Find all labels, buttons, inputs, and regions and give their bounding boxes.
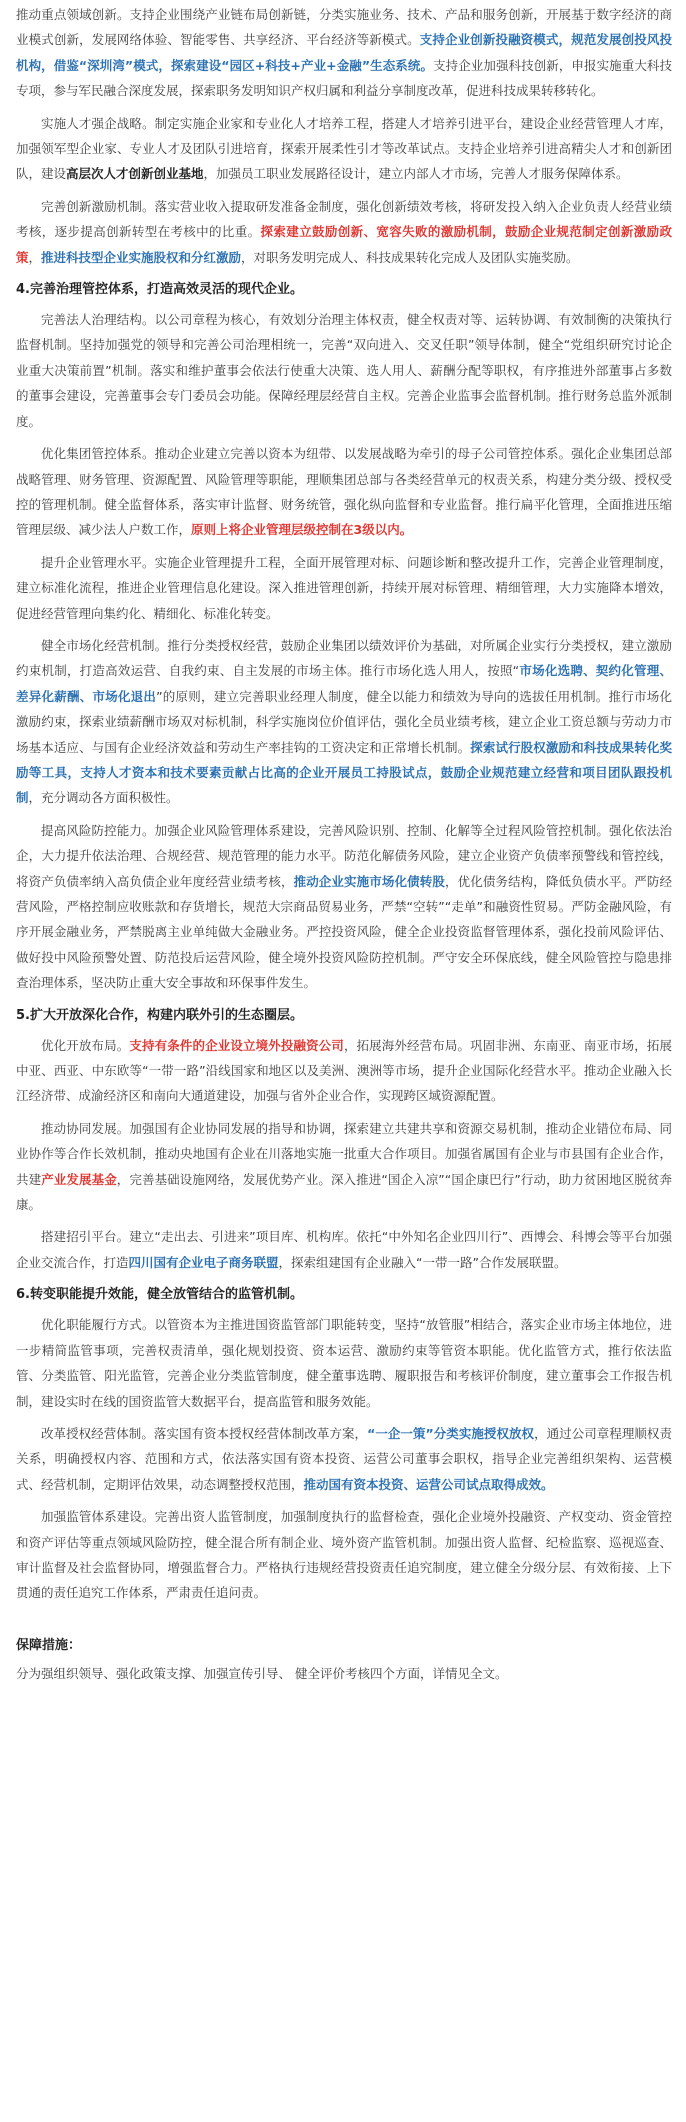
paragraph-block: [16, 307, 672, 434]
section-heading: 4.完善治理管控体系，打造高效灵活的现代企业。: [16, 282, 303, 298]
highlight-blue: “一企一策”分类实施授权放权: [367, 1425, 535, 1441]
text-run: 优化职能履行方式。以管资本为主推进国资监管部门职能转变，坚持“放管服”相结合，落实企业市场主体地位，进一步精简监管事项，完善权责清单，强化规划投资、资本运营、激励约束等管资本职能。优化监管方式，推行依法监管、分类监管、阳光监管，完善企业分类监管制度，健全董事选聘、履职报告和考核评价制度，建立董事会工作报告机制，建设实时在线的国资监管大数据平台，提高监管和服务效能。: [16, 1317, 672, 1409]
paragraph-block: [16, 1033, 672, 1109]
paragraph: [16, 307, 672, 434]
text-run: ”的原则，建立完善职业经理人制度，健全以能力和绩效为导向的选拔任用机制。推行市场化激励约束，探索业绩薪酬市场双对标机制，科学实施岗位价值评估，强化全员业绩考核，建立企业工资总额与劳动力市场基本适应、与国有企业经济效益和劳动生产率挂钩的工资决定和正常增长机制。: [16, 688, 672, 755]
section-spacer: [16, 1613, 672, 1627]
highlight-blue: 推动国有资本投资、运营公司试点取得成效。: [303, 1476, 554, 1492]
section-heading: 6.转变职能提升效能，健全放管结合的监管机制。: [16, 1287, 303, 1303]
highlight-red: 产业发展基金: [41, 1171, 117, 1187]
text-run: 完善法人治理结构。以公司章程为核心，有效划分治理主体权责，健全权责对等、运转协调、有效制衡的决策执行监督机制。坚持加强党的领导和完善公司治理相统一，完善“双向进入、交叉任职”领导体制，健全“党组织研究讨论企业重大决策前置”机制。落实和维护董事会依法行使重大决策、选人用人、薪酬分配等职权，有序推进外部董事占多数的董事会建设，完善董事会专门委员会功能。保障经理层经营自主权。完善企业监事会监督机制。推行财务总监外派制度。: [16, 312, 672, 429]
highlight-blue: 推动企业实施市场化债转股: [293, 873, 445, 889]
paragraph-block: [16, 633, 672, 811]
highlight-red: 支持有条件的企业设立境外投融资公司: [129, 1037, 344, 1053]
paragraph-block: [16, 1312, 672, 1414]
text-run: 优化集团管控体系。推动企业建立完善以资本为纽带、以发展战略为牵引的母子公司管控体系。强化企业集团总部战略管理、财务管理、资源配置、风险管理等职能，理顺集团总部与各类经营单元的权责关系，构建分类分级、授权受控的管理机制。健全监督体系，落实审计监督、财务统管，强化纵向监督和专业监督。推行扁平化管理，全面推进压缩管理层级、减少法人户数工作，: [16, 446, 672, 538]
text-run: ，优化债务结构，降低负债水平。严防经营风险，严格控制应收账款和存货增长，规范大宗商品贸易业务，严禁“空转”“走单”和融资性贸易。严防金融风险，有序开展金融业务，严禁脱离主业单纯做大金融业务。严控投资风险，健全企业投资监督管理体系，强化投前风险评估、做好投中风险预警处置、防范投后运营风险，健全境外投资风险防控机制。严守安全环保底线，健全风险管控与隐患排查治理体系，坚决防止重大安全事故和环保事件发生。: [16, 873, 672, 991]
text-run: 支持企业加强科技创新，申报实施重大科技专项，参与军民融合深度发展，探索职务发明知识产权归属和利益分享制度改革，促进科技成果转移转化。: [16, 57, 672, 99]
paragraph: [16, 1224, 672, 1275]
highlight-red: 探索建立鼓励创新、宽容失败的激励机制，鼓励企业规范制定创新激励政策: [16, 224, 672, 265]
text-run: 推动协同发展。加强国有企业协同发展的指导和协调，探索建立共建共享和资源交易机制，推动企业错位布局、同业协作等合作长效机制，推动央地国有企业在川落地实施一批重大合作项目。加强省属国有企业与市县国有企业合作，共建: [16, 1120, 672, 1187]
paragraph-block: [16, 111, 672, 187]
text-run: 提升企业管理水平。实施企业管理提升工程，全面开展管理对标、问题诊断和整改提升工作，完善企业管理制度，建立标准化流程，推进企业管理信息化建设。深入推进管理创新，持续开展对标管理、精细管理，大力实施降本增效，促进经营管理向集约化、精细化、标准化转变。: [16, 554, 672, 621]
text-run: ，加强员工职业发展路径设计，建立内部人才市场，完善人才服务保障体系。: [203, 166, 629, 182]
text-run: 健全市场化经营机制。推行分类授权经营，鼓励企业集团以绩效评价为基础，对所属企业实行分类授权，建立激励约束机制，打造高效运营、自我约束、自主发展的市场主体。推行市场化选人用人，按照“: [16, 637, 672, 679]
paragraph: [16, 194, 672, 270]
text-run: ，完善基础设施网络，发展优势产业。深入推进“国企入凉”“国企康巴行”行动，助力贫困地区脱贫奔康。: [16, 1171, 672, 1213]
text-run: 加强监管体系建设。完善出资人监管制度，加强制度执行的监督检查，强化企业境外投融资、产权变动、资金管控和资产评估等重点领域风险防控，健全混合所有制企业、境外资产监管机制。加强出资人监督、纪检监察、巡视巡查、审计监督及社会监督协同，增强监督合力。严格执行违规经营投资责任追究制度，建立健全分级分层、有效衔接、上下贯通的责任追究工作体系，严肃责任追问责。: [16, 1509, 672, 1601]
paragraph: [16, 633, 672, 811]
text-run: 优化开放布局。: [41, 1037, 130, 1053]
highlight-blue: 支持企业创新投融资模式，规范发展创投风投机构，借鉴“深圳湾”模式，探索建设“园区+科技+产业+金融”生态系统。: [16, 32, 672, 73]
section-heading: 5.扩大开放深化合作，构建内联外引的生态圈层。: [16, 1007, 303, 1023]
paragraph: [16, 1116, 672, 1218]
highlight-blue: 探索试行股权激励和科技成果转化奖励等工具，支持人才资本和技术要素贡献占比高的企业开展员工持股试点，鼓励企业规范建立经营和项目团队跟投机制: [16, 739, 672, 806]
paragraph: [16, 2, 672, 104]
paragraph-block: [16, 194, 672, 270]
text-run: 实施人才强企战略。制定实施企业家和专业化人才培养工程，搭建人才培养引进平台，建设企业经营管理人才库，加强领军型企业家、专业人才及团队引进培育，探索开展柔性引才等改革试点。支持企业培养引进高精尖人才和创新团队，建设: [16, 115, 672, 182]
text-run: 搭建招引平台。建立“走出去、引进来”项目库、机构库。依托“中外知名企业四川行”、西博会、科博会等平台加强企业交流合作，打造: [16, 1229, 672, 1270]
paragraph: [16, 550, 672, 626]
highlight-bold: 高层次人才创新创业基地: [66, 166, 204, 182]
paragraph-block: [16, 441, 672, 543]
paragraph: [16, 1312, 672, 1414]
paragraph-block: [16, 550, 672, 626]
safeguards-text: 分为强组织领导、强化政策支撑、加强宣传引导、 健全评价考核四个方面，详情见全文。: [16, 1665, 508, 1681]
paragraph: [16, 111, 672, 187]
paragraph: [16, 441, 672, 543]
paragraph: [16, 1033, 672, 1109]
text-run: 改革授权经营体制。落实国有资本授权经营体制改革方案，: [41, 1425, 368, 1441]
paragraph-block: [16, 1504, 672, 1606]
safeguards-title: 保障措施：: [16, 1637, 82, 1653]
text-run: ，通过公司章程理顺权责关系，明确授权内容、范围和方式，依法落实国有资本投资、运营公司董事会职权，指导企业完善组织架构、运营模式、经营机制，定期评估效果，动态调整授权范围，: [16, 1425, 672, 1492]
highlight-blue: 推进科技型企业实施股权和分红激励: [41, 249, 242, 265]
paragraph-block: [16, 1421, 672, 1497]
highlight-blue: 四川国有企业电子商务联盟: [128, 1254, 279, 1270]
paragraph-block: [16, 2, 672, 104]
paragraph: [16, 1504, 672, 1606]
text-run: ，: [28, 249, 42, 265]
paragraph: [16, 1421, 672, 1497]
text-run: 推动重点领域创新。支持企业围绕产业链布局创新链，分类实施业务、技术、产品和服务创新，开展基于数字经济的商业模式创新，发展网络体验、智能零售、共享经济、平台经济等新模式。: [16, 7, 672, 48]
paragraph: [16, 818, 672, 996]
highlight-blue: 市场化选聘、契约化管理、差异化薪酬、市场化退出: [16, 663, 672, 704]
text-run: 提高风险防控能力。加强企业风险管理体系建设，完善风险识别、控制、化解等全过程风险管控机制。强化依法治企，大力提升依法治理、合规经营、规范管理的能力水平。防范化解债务风险，建立企业资产负债率预警线和管控线，将资产负债率纳入高负债企业年度经营业绩考核，: [16, 822, 672, 889]
paragraph-block: [16, 1116, 672, 1218]
text-run: ，充分调动各方面积极性。: [28, 790, 179, 806]
text-run: 完善创新激励机制。落实营业收入提取研发准备金制度，强化创新绩效考核，将研发投入纳入企业负责人经营业绩考核，逐步提高创新转型在考核中的比重。: [16, 198, 672, 240]
paragraph-block: [16, 818, 672, 996]
paragraph-block: [16, 1224, 672, 1275]
text-run: ，对职务发明完成人、科技成果转化完成人及团队实施奖励。: [241, 249, 579, 265]
article-body: [16, 2, 672, 1606]
text-run: ，探索组建国有企业融入“一带一路”合作发展联盟。: [278, 1254, 567, 1270]
text-run: ，拓展海外经营布局。巩固非洲、东南亚、南亚市场，拓展中亚、西亚、中东欧等“一带一路”沿线国家和地区以及美洲、澳洲等市场，提升企业国际化经营水平。推动企业融入长江经济带、成渝经济区和南向大通道建设，加强与省外企业合作，实现跨区域资源配置。: [16, 1037, 672, 1104]
highlight-red: 原则上将企业管理层级控制在3级以内。: [191, 522, 413, 538]
